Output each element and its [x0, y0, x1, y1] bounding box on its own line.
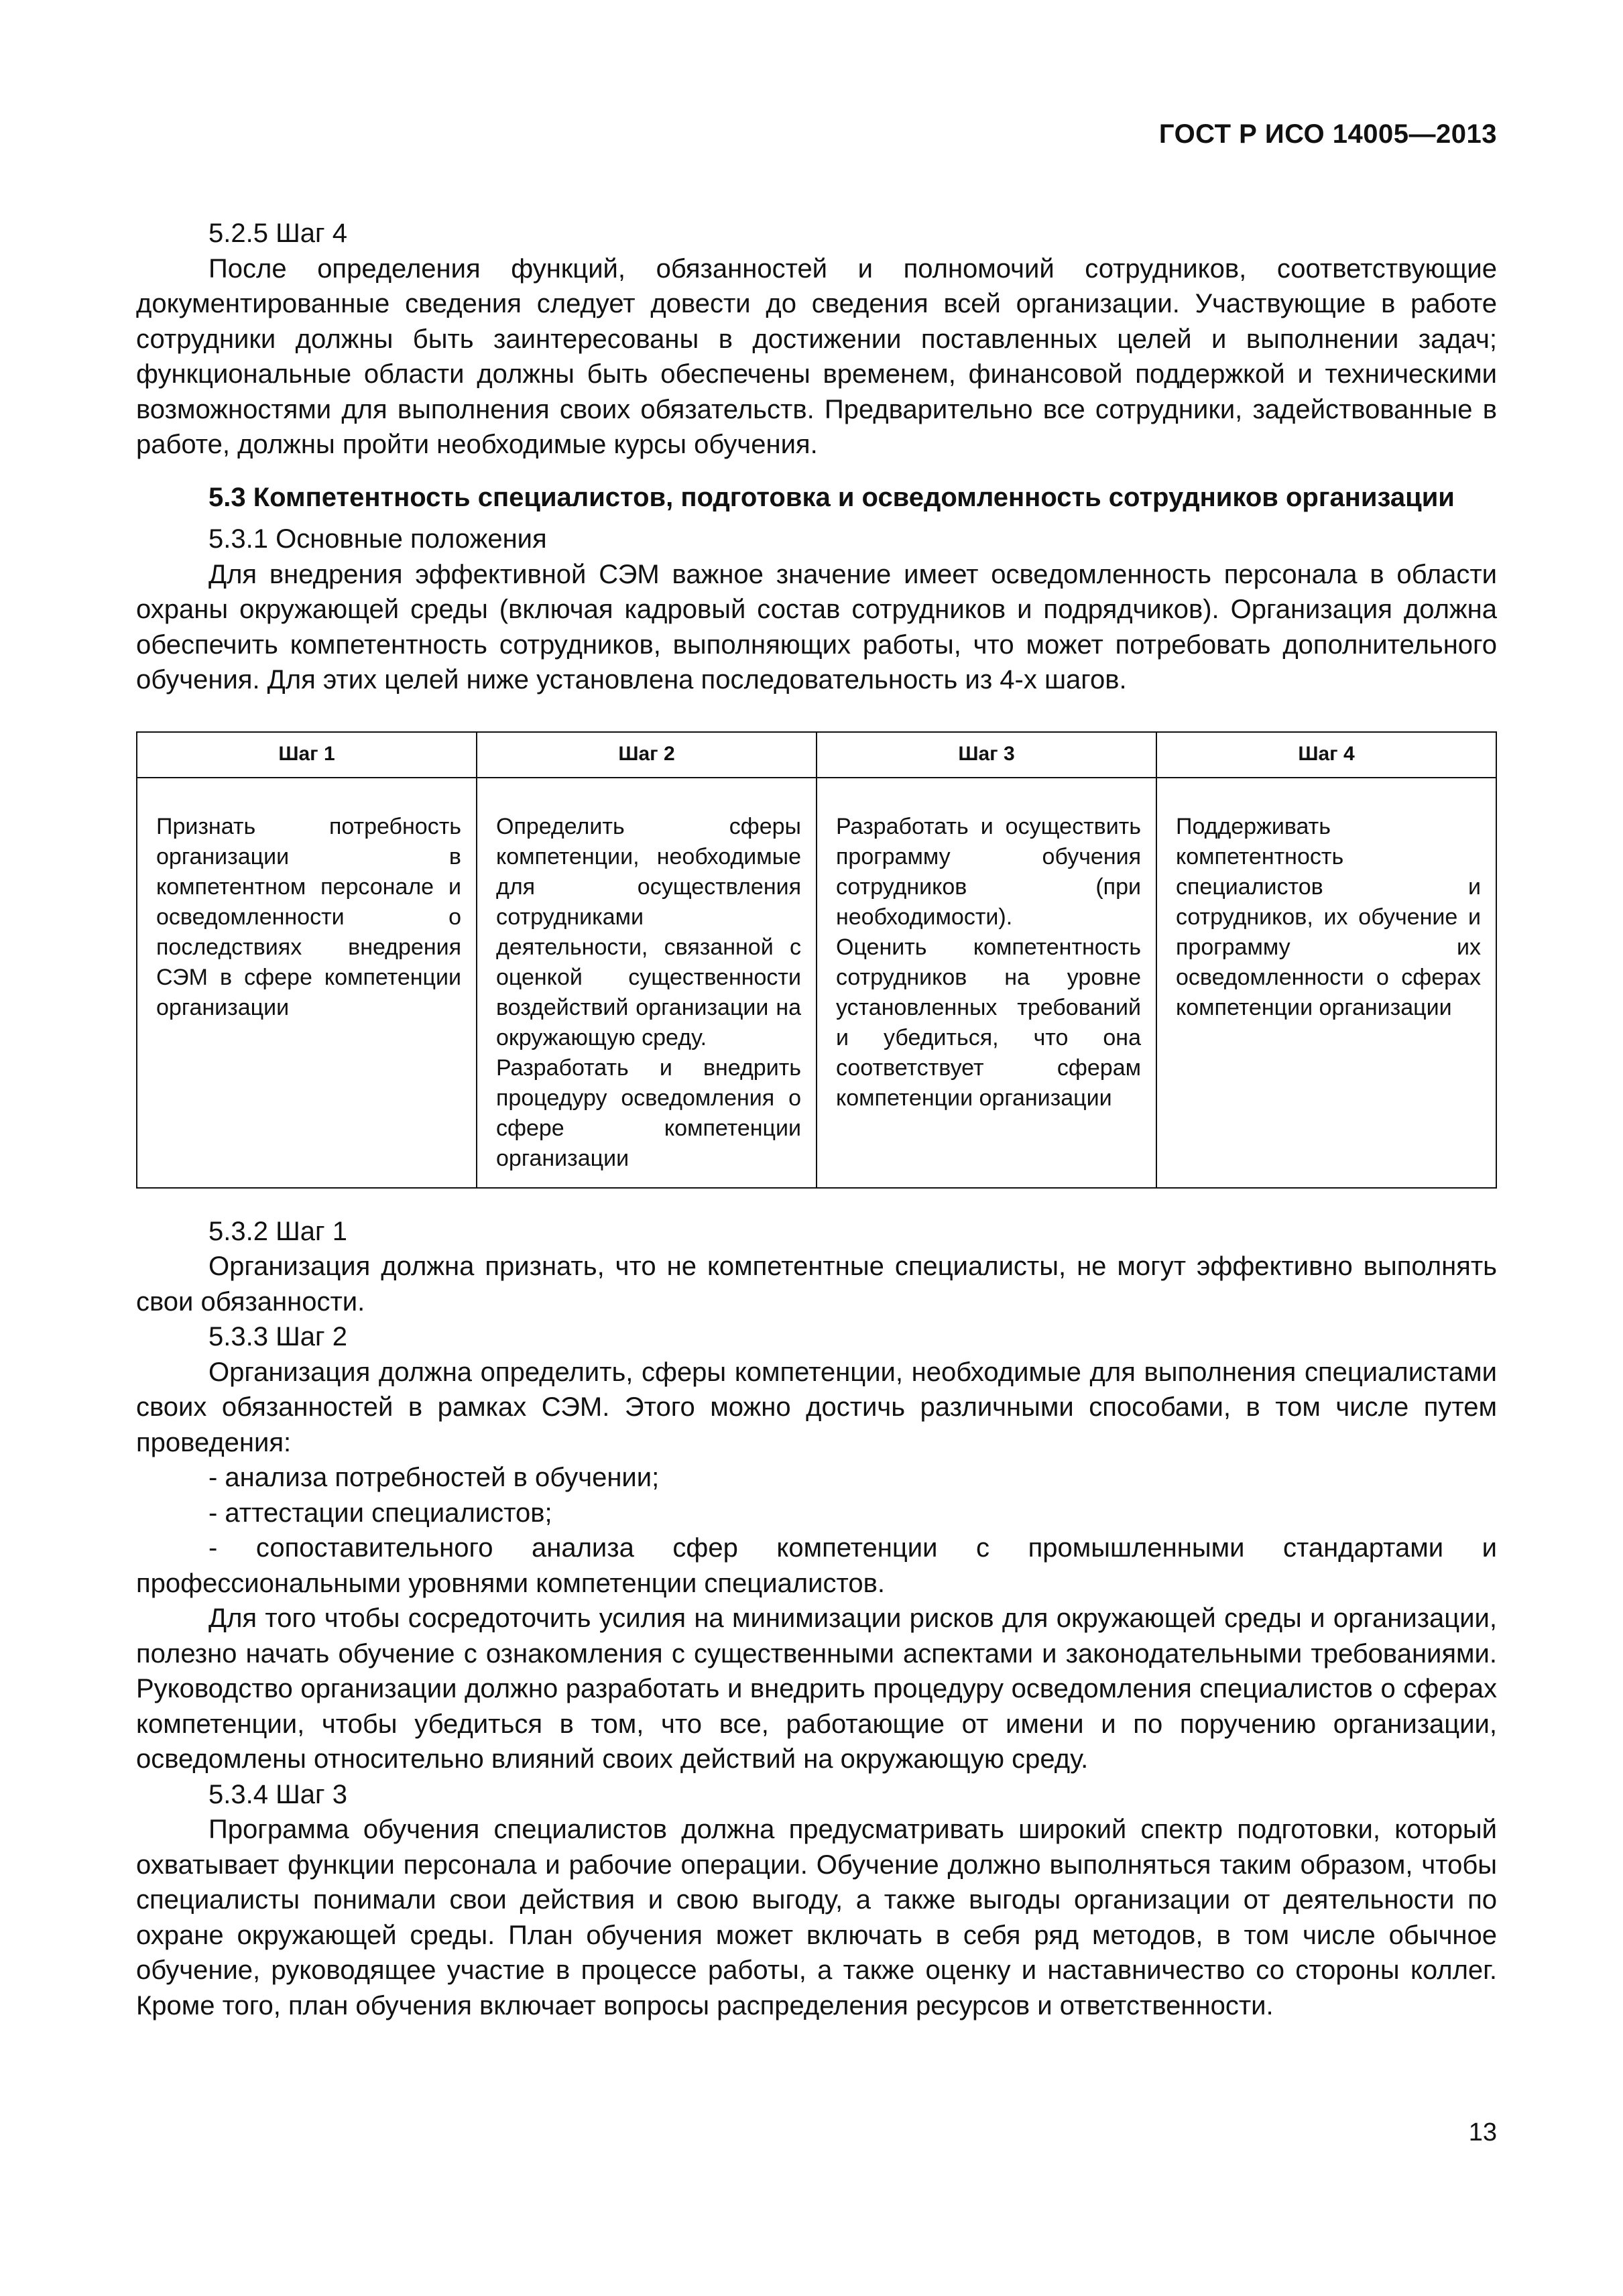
cell-text: Оценить компетентность сотрудников на уровне установленных требований и убедиться, что она соответствует сферам компетенции организации [836, 934, 1141, 1111]
section-533-text-2: Для того чтобы сосредоточить усилия на минимизации рисков для окружающей среды и организации, полезно начать обучение с ознакомления с существенными аспектами и законодательными требованиями. Руководство организации должно разработать и внедрить процедуру осведомления специалистов о сферах компетенции, чтобы убедиться в том, что все, работающие от имени и по поручению организации, осведомлены относительно влияний своих действий на окружающую среду. [136, 1604, 1497, 1774]
section-534-text: Программа обучения специалистов должна предусматривать широкий спектр подготовки, который охватывает функции персонала и рабочие операции. Обучение должно выполняться таким образом, чтобы специалисты понимали свои действия и свою выгоду, а также выгоды организации от деятельности по охране окружающей среды. План обучения может включать в себя ряд методов, в том числе обычное обучение, руководящее участие в процессе работы, а также оценку и наставничество со стороны коллег. Кроме того, план обучения включает вопросы распределения ресурсов и ответственности. [136, 1815, 1497, 2020]
document-header: ГОСТ Р ИСО 14005—2013 [1158, 119, 1497, 149]
section-525-text: После определения функций, обязанностей и полномочий сотрудников, соответствующие документированные сведения следует довести до сведения всей организации. Участвующие в работе сотрудники должны быть заинтересованы в достижении поставленных целей и выполнении задач; функциональные области должны быть обеспечены временем, финансовой поддержкой и техническими возможностями для выполнения своих обязательств. Предварительно все сотрудники, задействованные в работе, должны пройти необходимые курсы обучения. [136, 253, 1497, 459]
table-header-step-2: Шаг 2 [477, 732, 817, 778]
cell-text: Разработать и внедрить процедуру осведомления о сфере компетенции организации [496, 1054, 801, 1171]
section-531-text: Для внедрения эффективной СЭМ важное значение имеет осведомленность персонала в области охраны окружающей среды (включая кадровый состав сотрудников и подрядчиков). Организация должна обеспечить компетентность сотрудников, выполняющих работы, что может потребовать дополнительного обучения. Для этих целей ниже установлена последовательность из 4-х шагов. [136, 559, 1497, 694]
table-cell-step-4 [1156, 778, 1496, 1188]
list-item: - анализа потребностей в обучении; [208, 1463, 660, 1492]
page-number: 13 [1468, 2118, 1497, 2147]
cell-text: Признать потребность организации в компетентном персонале и осведомленности о последствиях внедрения СЭМ в сфере компетенции организации [156, 813, 461, 1020]
section-533-text: Организация должна определить, сферы компетенции, необходимые для выполнения специалистами своих обязанностей в рамках СЭМ. Этого можно достичь различными способами, в том числе путем проведения: [136, 1357, 1497, 1457]
table-header-step-3: Шаг 3 [817, 732, 1156, 778]
table-cell-step-3 [817, 778, 1156, 1188]
document-body [136, 216, 1497, 2023]
section-532-label: 5.3.2 Шаг 1 [208, 1216, 347, 1246]
list-item: - аттестации специалистов; [208, 1498, 552, 1528]
list-item: - сопоставительного анализа сфер компетенции с промышленными стандартами и профессиональными уровнями компетенции специалистов. [136, 1533, 1497, 1598]
section-534-label: 5.3.4 Шаг 3 [208, 1779, 347, 1809]
cell-text: Поддерживать компетентность специалистов и сотрудников, их обучение и программу их осведомленности о сферах компетенции организации [1176, 813, 1481, 1020]
cell-text: Разработать и осуществить программу обучения сотрудников (при необходимости). [836, 813, 1141, 930]
section-525-label: 5.2.5 Шаг 4 [208, 219, 347, 248]
table-header-step-1: Шаг 1 [137, 732, 477, 778]
steps-table [136, 731, 1497, 1189]
section-532-text: Организация должна признать, что не компетентные специалисты, не могут эффективно выполнять свои обязанности. [136, 1252, 1497, 1317]
section-53-title: 5.3 Компетентность специалистов, подготовка и осведомленность сотрудников организации [208, 482, 1455, 512]
table-cell-step-2 [477, 778, 817, 1188]
section-533-label: 5.3.3 Шаг 2 [208, 1322, 347, 1351]
section-531-label: 5.3.1 Основные положения [208, 524, 547, 554]
table-cell-step-1 [137, 778, 477, 1188]
cell-text: Определить сферы компетенции, необходимые для осуществления сотрудниками деятельности, связанной с оценкой существенности воздействий организации на окружающую среду. [496, 813, 801, 1050]
table-header-step-4: Шаг 4 [1156, 732, 1496, 778]
